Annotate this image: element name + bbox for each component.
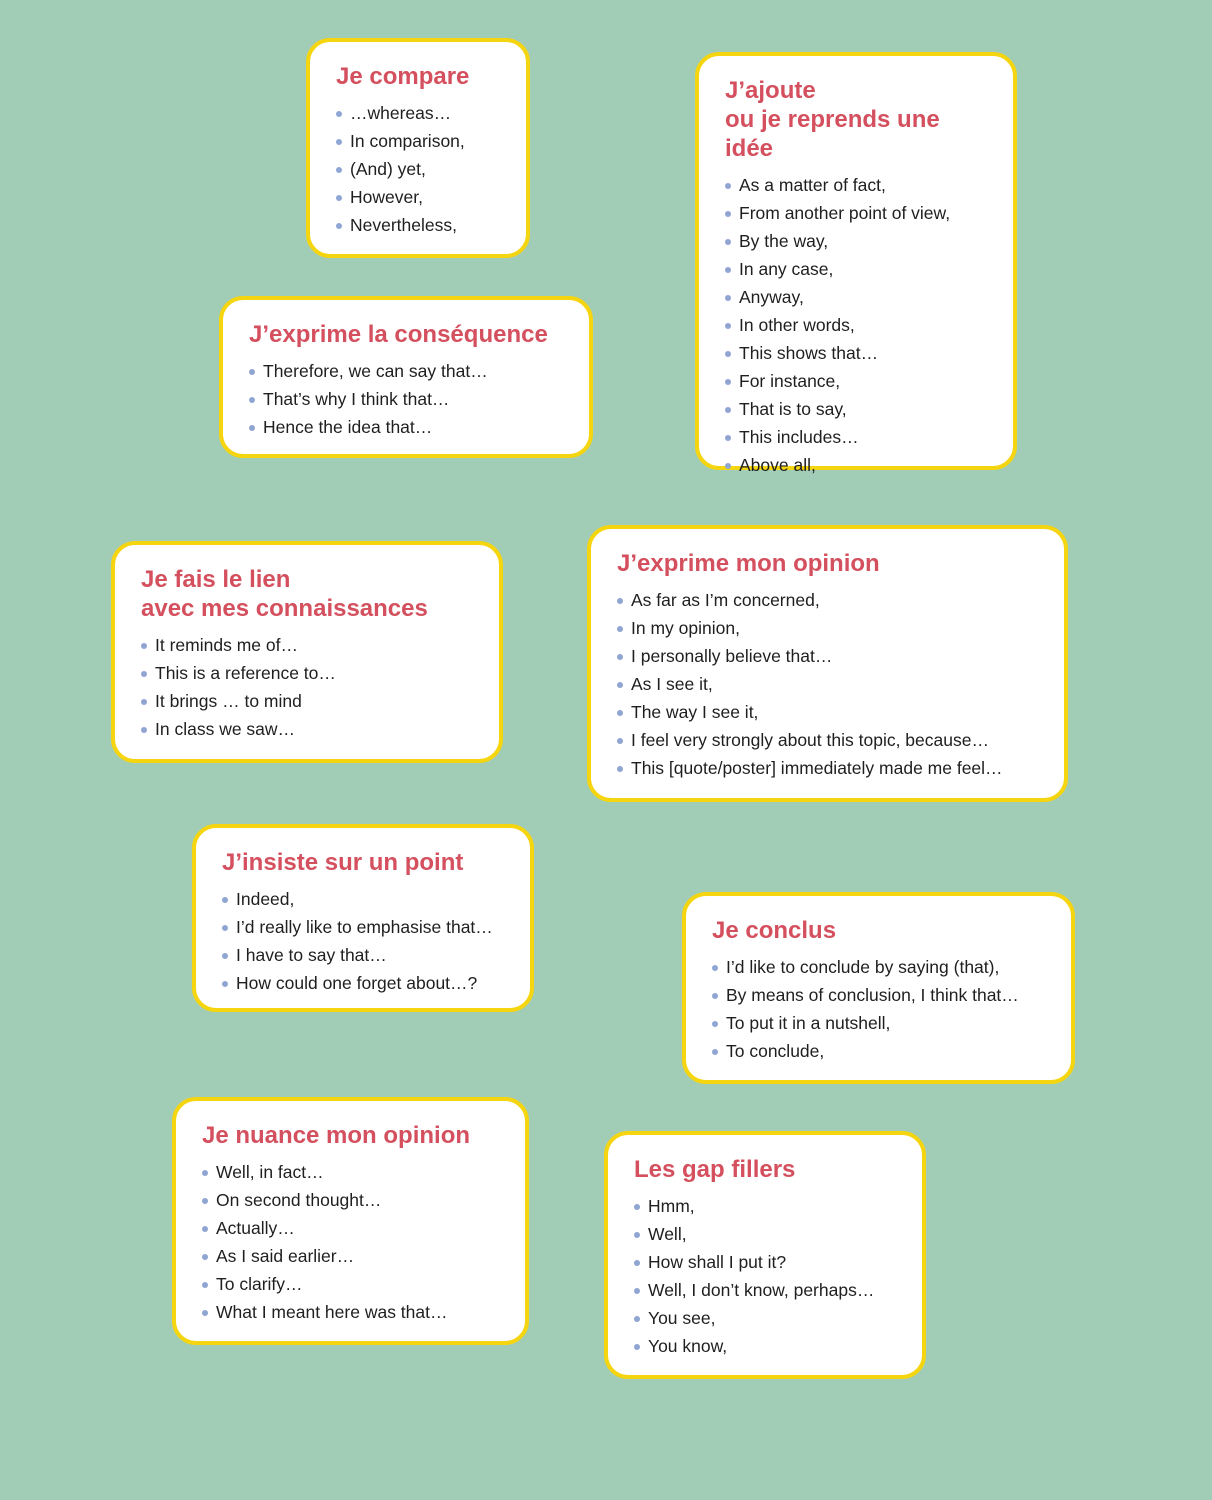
card-title: J’ajoute ou je reprends une idée (725, 77, 940, 162)
list-item: Hmm, (634, 1192, 900, 1220)
list-item: This includes… (725, 423, 991, 451)
list-item: As I see it, (617, 670, 1042, 698)
list-item: Therefore, we can say that… (249, 357, 567, 385)
card-title: Je fais le lien avec mes connaissances (141, 566, 428, 622)
card-j-exprime-mon-opinion (587, 525, 1068, 802)
list-item: That’s why I think that… (249, 385, 567, 413)
list-item: By the way, (725, 227, 991, 255)
list-item: As a matter of fact, (725, 171, 991, 199)
list-item: This shows that… (725, 339, 991, 367)
list-item: In any case, (725, 255, 991, 283)
phrase-list (617, 586, 1042, 782)
card-title: Je nuance mon opinion (202, 1122, 471, 1149)
card-les-gap-fillers (604, 1131, 926, 1379)
phrase-list (249, 357, 567, 441)
card-title: Je conclus (712, 917, 837, 944)
list-item: To put it in a nutshell, (712, 1009, 1049, 1037)
list-item: How shall I put it? (634, 1248, 900, 1276)
list-item: You know, (634, 1332, 900, 1360)
card-je-fais-le-lien (111, 541, 503, 763)
card-je-nuance-mon-opinion (172, 1097, 529, 1345)
list-item: What I meant here was that… (202, 1298, 503, 1326)
phrase-list (725, 171, 991, 479)
card-title: J’insiste sur un point (222, 849, 464, 876)
list-item: Indeed, (222, 885, 508, 913)
phrase-list (141, 631, 477, 743)
list-item: For instance, (725, 367, 991, 395)
list-item: It reminds me of… (141, 631, 477, 659)
list-item: Well, in fact… (202, 1158, 503, 1186)
list-item: This is a reference to… (141, 659, 477, 687)
list-item: Actually… (202, 1214, 503, 1242)
list-item: In comparison, (336, 127, 504, 155)
card-j-exprime-la-consequence (219, 296, 593, 458)
list-item: (And) yet, (336, 155, 504, 183)
card-title: J’exprime mon opinion (617, 550, 880, 577)
card-j-insiste-sur-un-point (192, 824, 534, 1012)
list-item: In class we saw… (141, 715, 477, 743)
list-item: Anyway, (725, 283, 991, 311)
phrase-list (222, 885, 508, 997)
card-title: Les gap fillers (634, 1156, 796, 1183)
list-item: As far as I’m concerned, (617, 586, 1042, 614)
list-item: From another point of view, (725, 199, 991, 227)
list-item: In my opinion, (617, 614, 1042, 642)
list-item: However, (336, 183, 504, 211)
list-item: Well, I don’t know, perhaps… (634, 1276, 900, 1304)
list-item: Nevertheless, (336, 211, 504, 239)
list-item: Above all, (725, 451, 991, 479)
list-item: In other words, (725, 311, 991, 339)
list-item: Well, (634, 1220, 900, 1248)
list-item: To clarify… (202, 1270, 503, 1298)
list-item: It brings … to mind (141, 687, 477, 715)
list-item: I’d like to conclude by saying (that), (712, 953, 1049, 981)
phrase-list (712, 953, 1049, 1065)
list-item: I’d really like to emphasise that… (222, 913, 508, 941)
phrase-list (202, 1158, 503, 1326)
list-item: How could one forget about…? (222, 969, 508, 997)
list-item: That is to say, (725, 395, 991, 423)
card-j-ajoute (695, 52, 1017, 475)
list-item: The way I see it, (617, 698, 1042, 726)
card-je-conclus (682, 892, 1075, 1084)
list-item: This [quote/poster] immediately made me feel… (617, 754, 1042, 782)
list-item: Hence the idea that… (249, 413, 567, 441)
card-je-compare (306, 38, 530, 258)
list-item: I have to say that… (222, 941, 508, 969)
card-title: Je compare (336, 63, 470, 90)
card-title: J’exprime la conséquence (249, 321, 548, 348)
phrase-list (336, 99, 504, 239)
list-item: …whereas… (336, 99, 504, 127)
list-item: On second thought… (202, 1186, 503, 1214)
list-item: By means of conclusion, I think that… (712, 981, 1049, 1009)
phrase-list (634, 1192, 900, 1360)
list-item: I feel very strongly about this topic, because… (617, 726, 1042, 754)
list-item: To conclude, (712, 1037, 1049, 1065)
list-item: As I said earlier… (202, 1242, 503, 1270)
list-item: You see, (634, 1304, 900, 1332)
list-item: I personally believe that… (617, 642, 1042, 670)
